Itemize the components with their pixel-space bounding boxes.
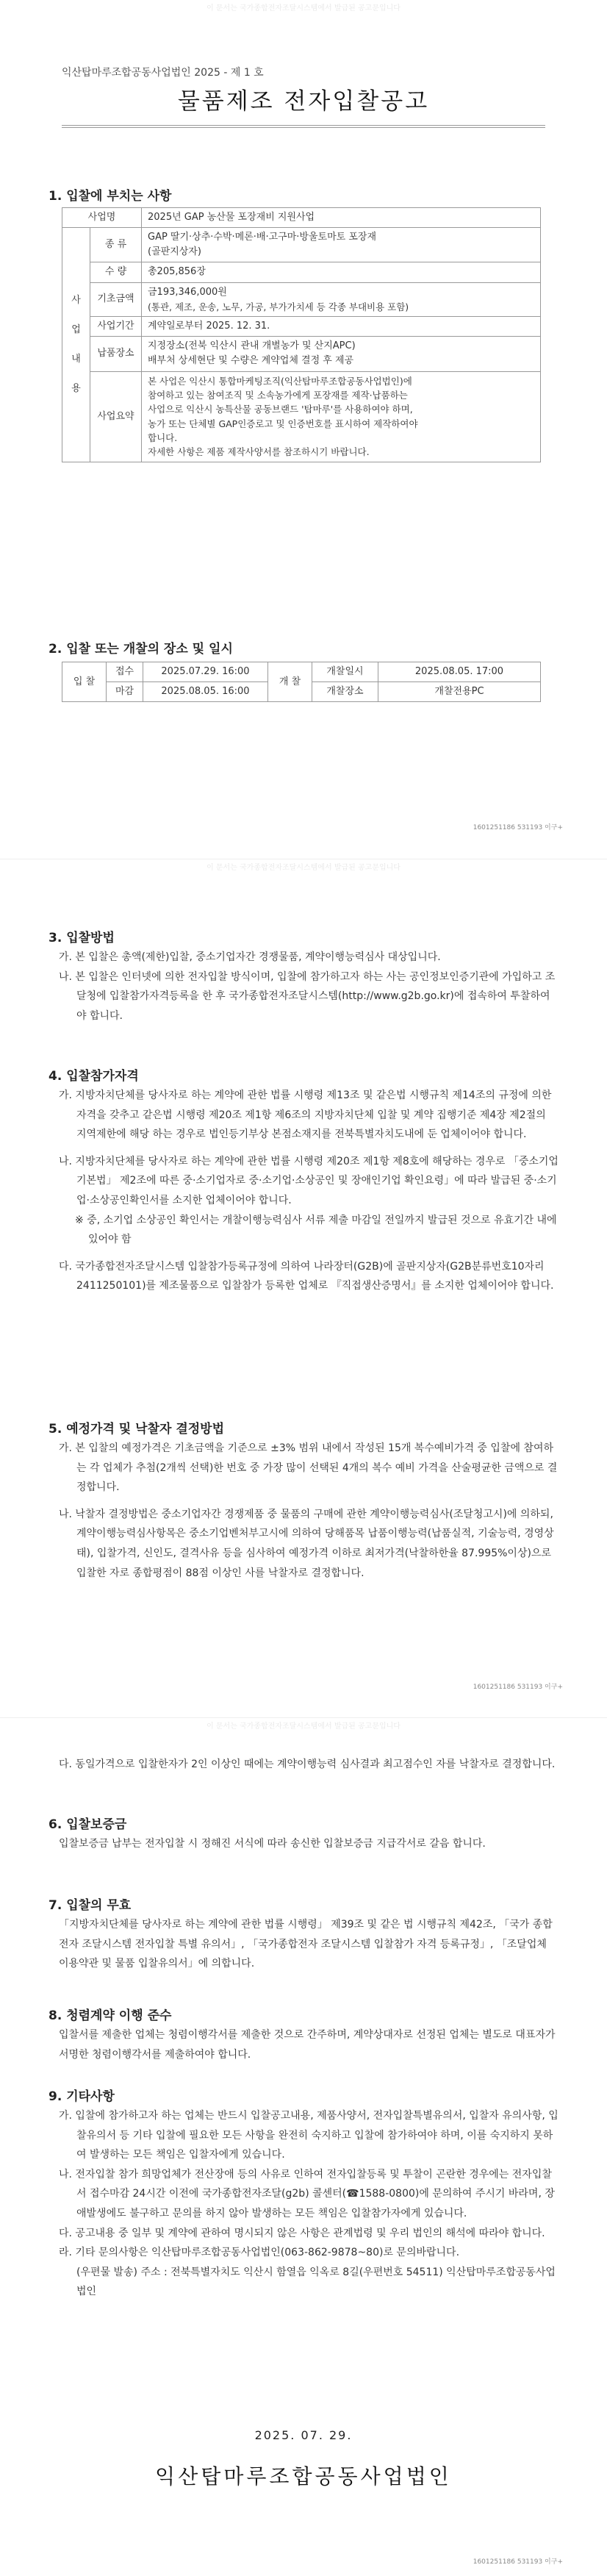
- detail-row: [62, 262, 541, 282]
- schedule-table: [62, 662, 541, 702]
- sec9-mail-address: (우편물 발송) 주소 : 전북특별자치도 익산시 함열읍 익옥로 8길(우편번호 54511) 익산탑마루조합공동사업법인: [76, 2266, 556, 2298]
- quantity-label: 수 량: [90, 262, 142, 282]
- watermark: 이 문서는 국가종합전자조달시스템에서 발급된 공고문입니다: [206, 4, 401, 12]
- section-5-heading: 5. 예정가격 및 낙찰자 결정방법: [49, 1422, 225, 1437]
- sec7-text: 「지방자치단체를 당사자로 하는 계약에 관한 법률 시행령」 제39조 및 같은 법 시행규칙 제42조, 「국가 종합전자 조달시스템 전자입찰 특별 유의서」, 「국가종합전자 조달시스템 입찰참가 자격 등록규정」, 「조달업체 이용약관 및 물품 입찰유의서」에 의합니다.: [59, 1919, 553, 1970]
- section-8-heading: 8. 청렴계약 이행 준수: [49, 2008, 172, 2023]
- sec8-text: 입찰서를 제출한 업체는 청렴이행각서를 제출한 것으로 간주하며, 계약상대자로 선정된 업체는 별도로 대표자가 서명한 청렴이행각서를 제출하여야 합니다.: [59, 2029, 556, 2061]
- sec9-item-d: 라. 기타 문의사항은 익산탑마루조합공동사업법인(063-862-9878~80)로 문의바랍니다.: [59, 2247, 460, 2259]
- kind-label: 종 류: [90, 228, 142, 262]
- detail-row: [62, 228, 541, 262]
- delivery-place-value: 지정장소(전북 익산시 관내 개별농가 및 산지APC) 배부처 상세현단 및 수량은 계약업체 결정 후 제공: [142, 337, 541, 371]
- section-2-heading: 2. 입찰 또는 개찰의 장소 및 일시: [49, 642, 233, 656]
- base-amount-value: 금193,346,000원 (통관, 제조, 운송, 노무, 가공, 부가가치세 등 각종 부대비용 포함): [142, 282, 541, 317]
- section-3-body: [59, 948, 558, 1026]
- sec5-item-c: 다. 동일가격으로 입찰한자가 2인 이상인 때에는 계약이행능력 심사결과 최고점수인 자를 낙찰자로 결정합니다.: [59, 1759, 556, 1770]
- sec4-item-a: 가. 지방자치단체를 당사자로 하는 계약에 관한 법률 시행령 제13조 및 같은법 시행규칙 제14조의 규정에 의한 자격을 갖추고 같은법 시행령 제20조 제1항 제6조의 지방자치단체 입찰 및 계약 집행기준 제4장 제2절의 지역제한에 해당 하는 경우로 법인등기부상 본점소재지를 전북특별자치도내에 둔 업체이어야 합니다.: [59, 1090, 552, 1141]
- open-place-label: 개찰장소: [312, 682, 378, 702]
- deadline-value: 2025.08.05. 16:00: [143, 682, 268, 702]
- summary-value: 본 사업은 익산시 통합마케팅조직(익산탑마루조합공동사업법인)에 참여하고 있는 참여조직 및 소속농가에게 포장재를 제작·납품하는 사업으로 익산시 농특산물 공동브랜드 '탑마루'를 사용하여야 하며, 농가 또는 단체별 GAP인증로고 및 인증번호를 표시하여 제작하여야 합니다. 자세한 사항은 제품 제작사양서를 참조하시기 바랍니다.: [142, 371, 541, 462]
- watermark: 이 문서는 국가종합전자조달시스템에서 발급된 공고문입니다: [206, 1722, 401, 1731]
- receipt-label: 접수: [107, 662, 143, 682]
- summary-label: 사업요약: [90, 371, 142, 462]
- project-label: 사업명: [62, 208, 142, 228]
- detail-row: [62, 282, 541, 317]
- page-id: 1601251186 531193 이구+: [473, 1684, 563, 1691]
- organization-name: 익산탑마루조합공동사업법인: [155, 2464, 452, 2489]
- sec3-item-b: 나. 본 입찰은 인터넷에 의한 전자입찰 방식이며, 입찰에 참가하고자 하는 사는 공인정보인증기관에 가입하고 조달청에 입찰참가자격등록을 한 후 국가종합전자조달시스템(http://www.g2b.go.kr)에 접속하여 투찰하여야 합니다.: [59, 970, 556, 1022]
- sec9-item-b: 나. 전자입찰 참가 희망업체가 전산장애 등의 사유로 인하여 전자입찰등록 및 투찰이 곤란한 경우에는 전자입찰서 접수마감 24시간 이전에 국가종합전자조달(g2b) 콜센터(☎1588-0800)에 문의하여 주시기 바라며, 장애발생에도 불구하고 문의를 하지 않아 발생하는 모든 책임은 입찰참가자에게 있습니다.: [59, 2168, 555, 2219]
- sec6-text: 입찰보증금 납부는 전자입찰 시 정해진 서식에 따라 송신한 입찰보증금 지급각서로 갈음 합니다.: [59, 1838, 486, 1850]
- delivery-place-label: 납품장소: [90, 337, 142, 371]
- open-place-value: 개찰전용PC: [378, 682, 541, 702]
- section-6-heading: 6. 입찰보증금: [49, 1817, 127, 1832]
- detail-row: [62, 337, 541, 371]
- kind-value: GAP 딸기·상추·수박·메론·배·고구마·방울토마토 포장재 (골판지상자): [142, 228, 541, 262]
- section-7-body: [59, 1915, 558, 1974]
- page-id: 1601251186 531193 이구+: [473, 824, 563, 831]
- sec9-item-c: 다. 공고내용 중 일부 및 계약에 관하여 명시되지 않은 사항은 관계법령 및 우리 법인의 해석에 따라야 합니다.: [59, 2227, 545, 2239]
- sec9-item-a: 가. 입찰에 참가하고자 하는 업체는 반드시 입찰공고내용, 제품사양서, 전자입찰특별유의서, 입찰자 유의사항, 입찰유의서 등 기타 입찰에 필요한 모든 사항을 완전히 숙지하고 입찰에 참가하여야 하며, 이를 숙지하지 못하여 발생하는 모든 책임은 입찰자에게 있습니다.: [59, 2110, 558, 2161]
- project-value: 2025년 GAP 농산물 포장재비 지원사업: [142, 208, 541, 228]
- base-amount-label: 기초금액: [90, 282, 142, 317]
- section-6-body: [59, 1834, 558, 1854]
- closing-date: 2025. 07. 29.: [254, 2428, 353, 2442]
- watermark: 이 문서는 국가종합전자조달시스템에서 발급된 공고문입니다: [206, 864, 401, 872]
- quantity-value: 총205,856장: [142, 262, 541, 282]
- section-1-heading: 1. 입찰에 부치는 사항: [49, 189, 172, 204]
- page-3: [0, 1717, 607, 2576]
- section-8-body: [59, 2025, 558, 2064]
- deadline-label: 마감: [107, 682, 143, 702]
- page-2: [0, 859, 607, 1717]
- sec5-tail: [59, 1755, 558, 1775]
- sec4-item-c: 다. 국가종합전자조달시스템 입찰참가등록규정에 의하여 나라장터(G2B)에 골판지상자(G2B분류번호10자리 2411250101)를 제조물품으로 입찰참가 등록한 업체로 『직접생산증명서』를 소지한 업체이어야 합니다.: [59, 1260, 554, 1292]
- period-value: 계약일로부터 2025. 12. 31.: [142, 317, 541, 337]
- section-3-heading: 3. 입찰방법: [49, 931, 115, 945]
- sec4-item-b: 나. 지방자치단체를 당사자로 하는 계약에 관한 법률 시행령 제20조 제1항 제8호에 해당하는 경우로 「중소기업기본법」 제2조에 따른 중·소기업자로 중·소기업·소상공인 및 장애인기업 확인요령」에 따라 발급된 중·소기업·소상공인확인서를 소지한 업체이어야 합니다.: [59, 1155, 558, 1206]
- detail-row: [62, 371, 541, 462]
- section-4-body: [59, 1086, 558, 1296]
- open-date-value: 2025.08.05. 17:00: [378, 662, 541, 682]
- schedule-row: [62, 662, 541, 682]
- section-7-heading: 7. 입찰의 무효: [49, 1898, 132, 1913]
- project-row: [62, 208, 541, 228]
- open-label: 개 찰: [268, 662, 312, 702]
- period-label: 사업기간: [90, 317, 142, 337]
- sec5-item-a: 가. 본 입찰의 예정가격은 기초금액을 기준으로 ±3% 범위 내에서 작성된 15개 복수예비가격 중 입찰에 참여하는 각 업체가 추첨(2개씩 선택)한 번호 중 가장 많이 선택된 4개의 복수 예비 가격을 산술평균한 금액으로 결정합니다.: [59, 1442, 558, 1494]
- section-4-heading: 4. 입찰참가자격: [49, 1069, 139, 1084]
- receipt-value: 2025.07.29. 16:00: [143, 662, 268, 682]
- project-table: [62, 207, 541, 462]
- title-rule: [62, 125, 545, 128]
- section-9-body: [59, 2106, 558, 2302]
- page-1: [0, 0, 607, 859]
- page-title: 물품제조 전자입찰공고: [177, 88, 430, 115]
- sec5-item-b: 나. 낙찰자 결정방법은 중소기업자간 경쟁제품 중 물품의 구매에 관한 계약이행능력심사(조달청고시)에 의하되, 계약이행능력심사항목은 중소기업벤처부고시에 의하여 당해품목 납품이행능력(납품실적, 기술능력, 경영상태), 입찰가격, 신인도, 결격사유 등을 심사하여 예정가격 이하로 최저가격(낙찰하한율 87.995%이상)으로 입찰한 자로 종합평점이 88점 이상인 사를 낙찰자로 결정합니다.: [59, 1508, 554, 1579]
- document-number: 익산탑마루조합공동사업법인 2025 - 제 1 호: [62, 67, 264, 79]
- project-side-label: 사 업 내 용: [62, 228, 90, 462]
- open-date-label: 개찰일시: [312, 662, 378, 682]
- detail-row: [62, 317, 541, 337]
- section-9-heading: 9. 기타사항: [49, 2089, 115, 2104]
- sec3-item-a: 가. 본 입찰은 총액(제한)입찰, 중소기업자간 경쟁물품, 계약이행능력심사 대상입니다.: [59, 951, 441, 963]
- sec4-note: ※ 중, 소기업 소상공인 확인서는 개찰이행능력심사 서류 제출 마감일 전일까지 발급된 것으로 유효기간 내에 있어야 함: [75, 1214, 557, 1246]
- section-5-body: [59, 1439, 558, 1583]
- page-id: 1601251186 531193 이구+: [473, 2558, 563, 2566]
- bid-label: 입 찰: [62, 662, 107, 702]
